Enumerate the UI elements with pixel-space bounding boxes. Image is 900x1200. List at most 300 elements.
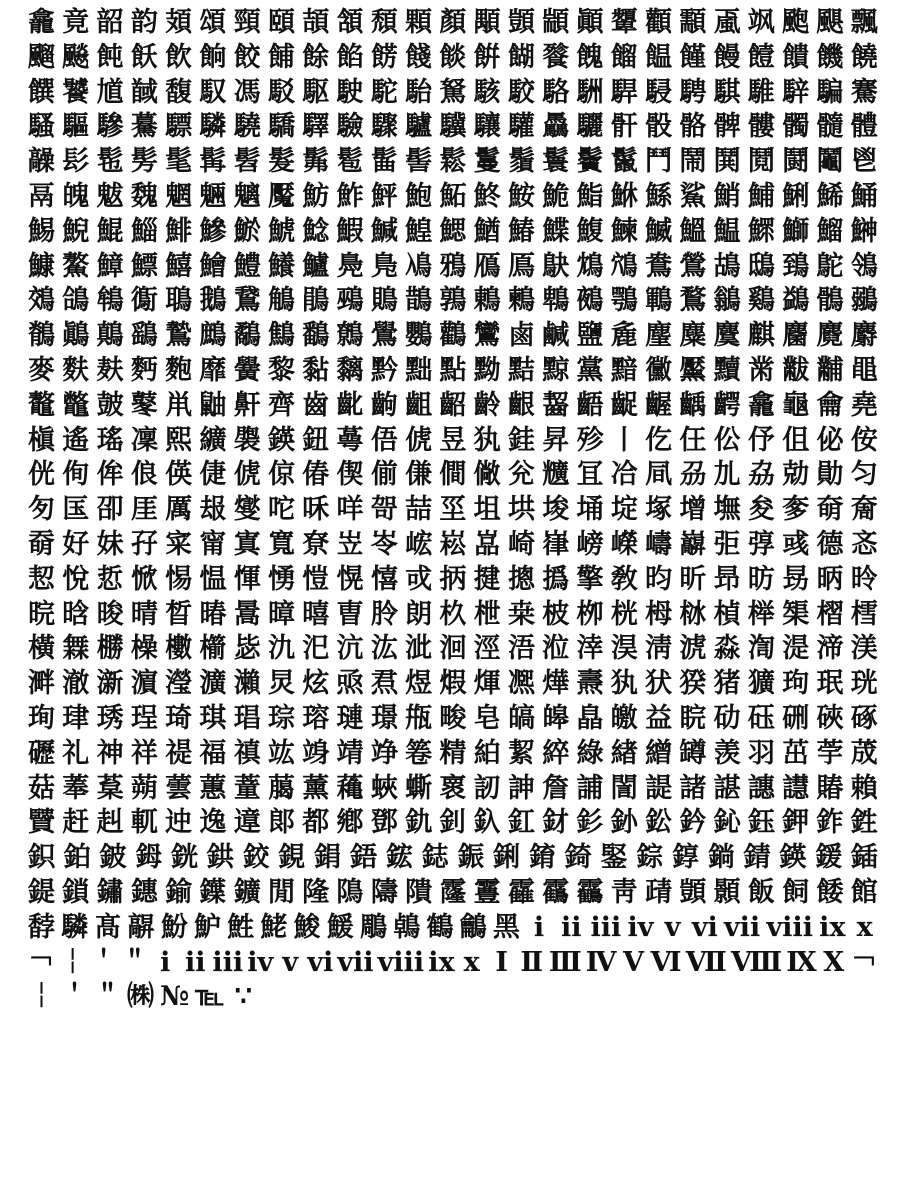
glyph: 靍 (542, 876, 570, 908)
glyph: 黯 (610, 354, 638, 386)
glyph: 煆 (439, 668, 467, 700)
glyph: ⅵ (307, 946, 334, 978)
glyph: 伃 (747, 424, 775, 456)
glyph: 髜 (127, 911, 155, 943)
glyph: 鈼 (816, 807, 844, 839)
glyph: 愰 (336, 563, 364, 595)
glyph-row (28, 250, 878, 285)
glyph: 褱 (439, 772, 467, 804)
glyph: 髷 (370, 146, 398, 178)
glyph: 驍 (233, 111, 261, 143)
glyph: 鯲 (233, 215, 261, 247)
glyph: 鼬 (199, 389, 227, 421)
glyph: 鳰 (405, 250, 433, 282)
glyph: 愑 (267, 563, 295, 595)
glyph: 憘 (370, 563, 398, 595)
glyph: 嶹 (645, 528, 673, 560)
glyph: 赶 (62, 807, 90, 839)
glyph: 鵫 (393, 911, 421, 943)
glyph: 齠 (439, 389, 467, 421)
glyph: ⅶ (724, 911, 761, 943)
glyph: 抦 (439, 563, 467, 595)
glyph: 駲 (576, 76, 604, 108)
glyph: 魄 (62, 180, 90, 212)
glyph: 瀇 (199, 668, 227, 700)
glyph: 韶 (96, 7, 124, 38)
glyph: 瑤 (96, 424, 124, 456)
glyph: 珉 (816, 668, 844, 700)
glyph: 駸 (645, 76, 673, 108)
glyph: 炅 (267, 668, 295, 700)
glyph: 髓 (816, 111, 844, 143)
glyph: 坥 (473, 494, 501, 526)
glyph: 鴒 (850, 250, 878, 282)
glyph: 黻 (782, 354, 810, 386)
glyph: 犾 (645, 668, 673, 700)
glyph: 奛 (816, 494, 844, 526)
glyph: 賴 (850, 772, 878, 804)
glyph: 鬯 (850, 146, 878, 178)
glyph: 鮓 (336, 180, 364, 212)
glyph: ￤ (28, 981, 55, 1013)
glyph: 繒 (645, 737, 673, 769)
glyph: 釥 (610, 807, 638, 839)
glyph: 龕 (747, 389, 775, 421)
glyph: 麕 (782, 320, 810, 352)
glyph: 驎 (61, 911, 89, 943)
glyph: 珖 (850, 668, 878, 700)
glyph: 鈺 (747, 807, 775, 839)
glyph: 鍈 (779, 842, 807, 874)
glyph: 賰 (816, 772, 844, 804)
glyph: 顒 (473, 7, 501, 38)
glyph: 瀅 (165, 668, 193, 700)
glyph: 飒 (747, 7, 775, 38)
glyph: 綠 (576, 737, 604, 769)
glyph: 餃 (233, 41, 261, 73)
glyph: 髞 (28, 146, 55, 178)
glyph: 鄧 (370, 807, 398, 839)
glyph: 鷂 (130, 320, 158, 352)
glyph: 鳫 (507, 250, 535, 282)
glyph: 橆 (62, 633, 90, 665)
glyph: 魏 (130, 180, 158, 212)
glyph: 黑 (492, 911, 520, 943)
glyph: 饋 (782, 41, 810, 73)
glyph: 皦 (610, 702, 638, 734)
glyph: 鷁 (782, 285, 810, 317)
glyph: 鋕 (421, 842, 449, 874)
glyph-row (28, 389, 878, 424)
glyph: 匇 (28, 494, 55, 526)
glyph: 鱧 (233, 250, 261, 282)
glyph: 髟 (62, 146, 90, 178)
glyph: 刕 (679, 459, 707, 491)
glyph: ⅴ (282, 946, 299, 978)
glyph: 鴃 (542, 250, 570, 282)
glyph: 鷯 (336, 320, 364, 352)
glyph: 煜 (405, 668, 433, 700)
glyph: 黜 (405, 354, 433, 386)
glyph: 鵄 (782, 250, 810, 282)
glyph: 馥 (165, 76, 193, 108)
glyph: 冾 (610, 459, 638, 491)
glyph-row (28, 145, 878, 180)
glyph: № (160, 981, 190, 1013)
glyph: 伀 (713, 424, 741, 456)
glyph: 麑 (816, 320, 844, 352)
glyph: 悅 (62, 563, 90, 595)
glyph: 撝 (542, 563, 570, 595)
glyph: 鉑 (63, 842, 91, 874)
glyph: 渧 (816, 633, 844, 665)
glyph: 岦 (336, 528, 364, 560)
glyph: Ⅴ (622, 946, 644, 978)
glyph: 晴 (130, 598, 158, 630)
glyph: 鰌 (473, 215, 501, 247)
glyph: 薰 (302, 772, 330, 804)
glyph: 勀 (782, 459, 810, 491)
glyph: 錆 (743, 842, 771, 874)
glyph: 熙 (165, 424, 193, 456)
glyph: 鰔 (370, 215, 398, 247)
glyph: 髱 (336, 146, 364, 178)
glyph: 鯒 (850, 180, 878, 212)
glyph: 黽 (850, 354, 878, 386)
glyph: 麩 (62, 354, 90, 386)
glyph: 餧 (816, 876, 844, 908)
glyph: 鰺 (199, 215, 227, 247)
glyph-row (28, 876, 878, 911)
glyph: 釗 (439, 807, 467, 839)
glyph: 諶 (713, 772, 741, 804)
glyph-row (28, 737, 878, 772)
glyph: 涬 (576, 633, 604, 665)
glyph: 渹 (747, 633, 775, 665)
glyph: ⅵ (691, 911, 718, 943)
glyph: 琪 (199, 702, 227, 734)
glyph: 驫 (542, 111, 570, 143)
glyph: 餠 (473, 41, 501, 73)
glyph: 麪 (130, 354, 158, 386)
glyph: 嶸 (610, 528, 638, 560)
glyph: 俿 (233, 459, 261, 491)
glyph: 黐 (336, 354, 364, 386)
glyph: 菶 (62, 772, 90, 804)
glyph: 鸞 (473, 320, 501, 352)
glyph: 鯊 (679, 180, 707, 212)
glyph: 顥 (713, 876, 741, 908)
glyph: 都 (302, 807, 330, 839)
glyph: 鏽 (96, 876, 124, 908)
glyph: 鷽 (370, 320, 398, 352)
glyph-row (28, 110, 878, 145)
glyph: ⅱ (185, 946, 206, 978)
glyph: 鵤 (267, 285, 295, 317)
glyph: 綷 (542, 737, 570, 769)
glyph: 揵 (473, 563, 501, 595)
glyph: 暙 (199, 598, 227, 630)
glyph: 鬩 (747, 146, 775, 178)
glyph: Ⅸ (786, 946, 817, 978)
glyph-row (28, 563, 878, 598)
glyph: 鶉 (439, 285, 467, 317)
glyph: 戓 (405, 563, 433, 595)
glyph: 妹 (96, 528, 124, 560)
glyph: 鬲 (28, 180, 55, 212)
glyph: 鈹 (99, 842, 127, 874)
glyph: ⅶ (337, 946, 374, 978)
glyph: 髦 (165, 146, 193, 178)
glyph: 皜 (507, 702, 535, 734)
glyph: 黨 (576, 354, 604, 386)
glyph: ⅰ (160, 946, 171, 978)
glyph: 迚 (165, 807, 193, 839)
glyph: 沆 (336, 633, 364, 665)
glyph: 箞 (405, 737, 433, 769)
glyph: 鮨 (576, 180, 604, 212)
glyph: 鶫 (507, 285, 535, 317)
glyph: 琦 (165, 702, 193, 734)
glyph: 髴 (302, 146, 330, 178)
glyph: 頹 (370, 7, 398, 38)
glyph: 魘 (267, 180, 295, 212)
glyph: 齷 (645, 389, 673, 421)
glyph: 饑 (816, 41, 844, 73)
glyph: 朗 (405, 598, 433, 630)
glyph-row (28, 841, 878, 876)
glyph: 禔 (165, 737, 193, 769)
glyph: 齡 (473, 389, 501, 421)
glyph: 茁 (782, 737, 810, 769)
glyph: 銧 (171, 842, 199, 874)
glyph: 釭 (507, 807, 535, 839)
glyph: 德 (816, 528, 844, 560)
glyph: 仼 (679, 424, 707, 456)
glyph: 鬣 (610, 146, 638, 178)
glyph: Ⅲ (548, 946, 582, 978)
glyph: 驥 (439, 111, 467, 143)
glyph-row (28, 6, 878, 41)
glyph: 饕 (62, 76, 90, 108)
glyph: 塚 (645, 494, 673, 526)
glyph: 魲 (194, 911, 222, 943)
glyph-row (28, 458, 878, 493)
glyph: 鼇 (28, 389, 55, 421)
glyph: 鰲 (62, 250, 90, 282)
glyph: 僘 (473, 459, 501, 491)
glyph-row (28, 493, 878, 528)
glyph: 淲 (679, 633, 707, 665)
glyph: 餝 (370, 41, 398, 73)
glyph: 鶲 (713, 285, 741, 317)
glyph: 鯡 (165, 215, 193, 247)
glyph: 鶇 (473, 285, 501, 317)
glyph: 錞 (672, 842, 700, 874)
glyph: 惞 (130, 563, 158, 595)
glyph: 鋻 (600, 842, 628, 874)
glyph: 惕 (165, 563, 193, 595)
glyph: 樰 (850, 598, 878, 630)
glyph: 栁 (576, 598, 604, 630)
glyph: 靃 (507, 876, 535, 908)
glyph: 菇 (28, 772, 55, 804)
glyph: 黠 (507, 354, 535, 386)
glyph: 洄 (439, 633, 467, 665)
glyph: 弴 (747, 528, 775, 560)
glyph: 崎 (507, 528, 535, 560)
glyph: 鬆 (439, 146, 467, 178)
glyph: 鶚 (610, 285, 638, 317)
glyph: 鴣 (713, 250, 741, 282)
glyph: 蘒 (336, 772, 364, 804)
glyph: 夋 (747, 494, 775, 526)
glyph: 凜 (130, 424, 158, 456)
glyph: 杦 (439, 598, 467, 630)
glyph: 傔 (405, 459, 433, 491)
glyph: 琩 (233, 702, 261, 734)
glyph: 隆 (302, 876, 330, 908)
glyph: 鯢 (62, 215, 90, 247)
glyph: 驎 (199, 111, 227, 143)
glyph: 顓 (542, 7, 570, 38)
glyph: 福 (199, 737, 227, 769)
glyph: 益 (645, 702, 673, 734)
glyph: 鄕 (336, 807, 364, 839)
glyph: 頤 (267, 7, 295, 38)
glyph: 咩 (336, 494, 364, 526)
glyph-row (28, 667, 878, 702)
glyph: 鰊 (610, 215, 638, 247)
glyph: 羽 (747, 737, 775, 769)
glyph: ￢ (850, 946, 878, 978)
glyph: 靖 (336, 737, 364, 769)
glyph: 鷄 (747, 285, 775, 317)
glyph: 伹 (782, 424, 810, 456)
glyph: 鴪 (610, 250, 638, 282)
glyph: ⅷ (766, 911, 813, 943)
glyph: 鸚 (405, 320, 433, 352)
glyph: 晗 (62, 598, 90, 630)
glyph: 偀 (165, 459, 193, 491)
glyph: 隤 (405, 876, 433, 908)
glyph: 髻 (405, 146, 433, 178)
glyph: 鱚 (165, 250, 193, 282)
glyph: 頍 (165, 7, 193, 38)
glyph: 詹 (542, 772, 570, 804)
glyph-row (28, 41, 878, 76)
glyph: ＂ (121, 946, 149, 978)
glyph: ⅹ (856, 911, 873, 943)
glyph: 鉀 (782, 807, 810, 839)
glyph: 點 (439, 354, 467, 386)
glyph: 昻 (713, 563, 741, 595)
glyph: 昮 (782, 563, 810, 595)
glyph: 颮 (782, 7, 810, 38)
glyph: 錥 (528, 842, 556, 874)
glyph: 惲 (233, 563, 261, 595)
glyph: 颶 (816, 7, 844, 38)
glyph: 訷 (507, 772, 535, 804)
glyph: 硤 (816, 702, 844, 734)
glyph: 侔 (96, 459, 124, 491)
glyph: 涖 (542, 633, 570, 665)
glyph: 匤 (62, 494, 90, 526)
glyph: 鵝 (199, 285, 227, 317)
glyph: 燁 (542, 668, 570, 700)
glyph: 鎖 (62, 876, 90, 908)
glyph: 奝 (850, 494, 878, 526)
glyph: 昱 (439, 424, 467, 456)
glyph: 鍉 (28, 876, 55, 908)
glyph: 兤 (542, 459, 570, 491)
glyph: 譿 (782, 772, 810, 804)
glyph: 釚 (405, 807, 433, 839)
glyph: 葈 (96, 772, 124, 804)
glyph-row (28, 632, 878, 667)
glyph: 餘 (302, 41, 330, 73)
glyph: 荢 (816, 737, 844, 769)
glyph: 顬 (679, 7, 707, 38)
glyph: 涇 (473, 633, 501, 665)
glyph: 鰓 (439, 215, 467, 247)
glyph: 釞 (473, 807, 501, 839)
glyph: 閒 (267, 876, 295, 908)
glyph-row (28, 598, 878, 633)
glyph: 鈊 (713, 807, 741, 839)
glyph: 鼡 (165, 389, 193, 421)
glyph: 餔 (267, 41, 295, 73)
glyph: 卲 (96, 494, 124, 526)
glyph: 鬟 (542, 146, 570, 178)
glyph: 駑 (439, 76, 467, 108)
glyph-row (28, 180, 878, 215)
glyph-sheet (28, 6, 878, 1015)
glyph: 暿 (302, 598, 330, 630)
glyph: 驀 (130, 111, 158, 143)
glyph: 髣 (130, 146, 158, 178)
glyph-row (28, 980, 878, 1015)
glyph: 泚 (405, 633, 433, 665)
glyph: 鴾 (96, 285, 124, 317)
glyph: 璟 (370, 702, 398, 734)
glyph: Ⅹ (823, 946, 845, 978)
glyph: 黼 (816, 354, 844, 386)
glyph: 驢 (405, 111, 433, 143)
glyph: 麭 (165, 354, 193, 386)
glyph: 魍 (165, 180, 193, 212)
glyph: 炫 (302, 668, 330, 700)
glyph: ⅷ (377, 946, 425, 978)
glyph: Ⅱ (520, 946, 544, 978)
glyph-row (28, 284, 878, 319)
glyph: 橫 (28, 633, 55, 665)
glyph: 駁 (267, 76, 295, 108)
glyph: 顴 (645, 7, 673, 38)
glyph: 嵂 (542, 528, 570, 560)
glyph-row (28, 946, 878, 981)
glyph: 麸 (96, 354, 124, 386)
glyph: 竑 (267, 737, 295, 769)
glyph: 鶺 (28, 320, 55, 352)
glyph: 埞 (610, 494, 638, 526)
glyph: ∵ (234, 981, 252, 1013)
glyph: ⅱ (560, 911, 582, 943)
glyph: 龠 (816, 389, 844, 421)
glyph: Ⅶ (685, 946, 727, 978)
glyph: 錝 (636, 842, 664, 874)
glyph: 鵰 (360, 911, 388, 943)
